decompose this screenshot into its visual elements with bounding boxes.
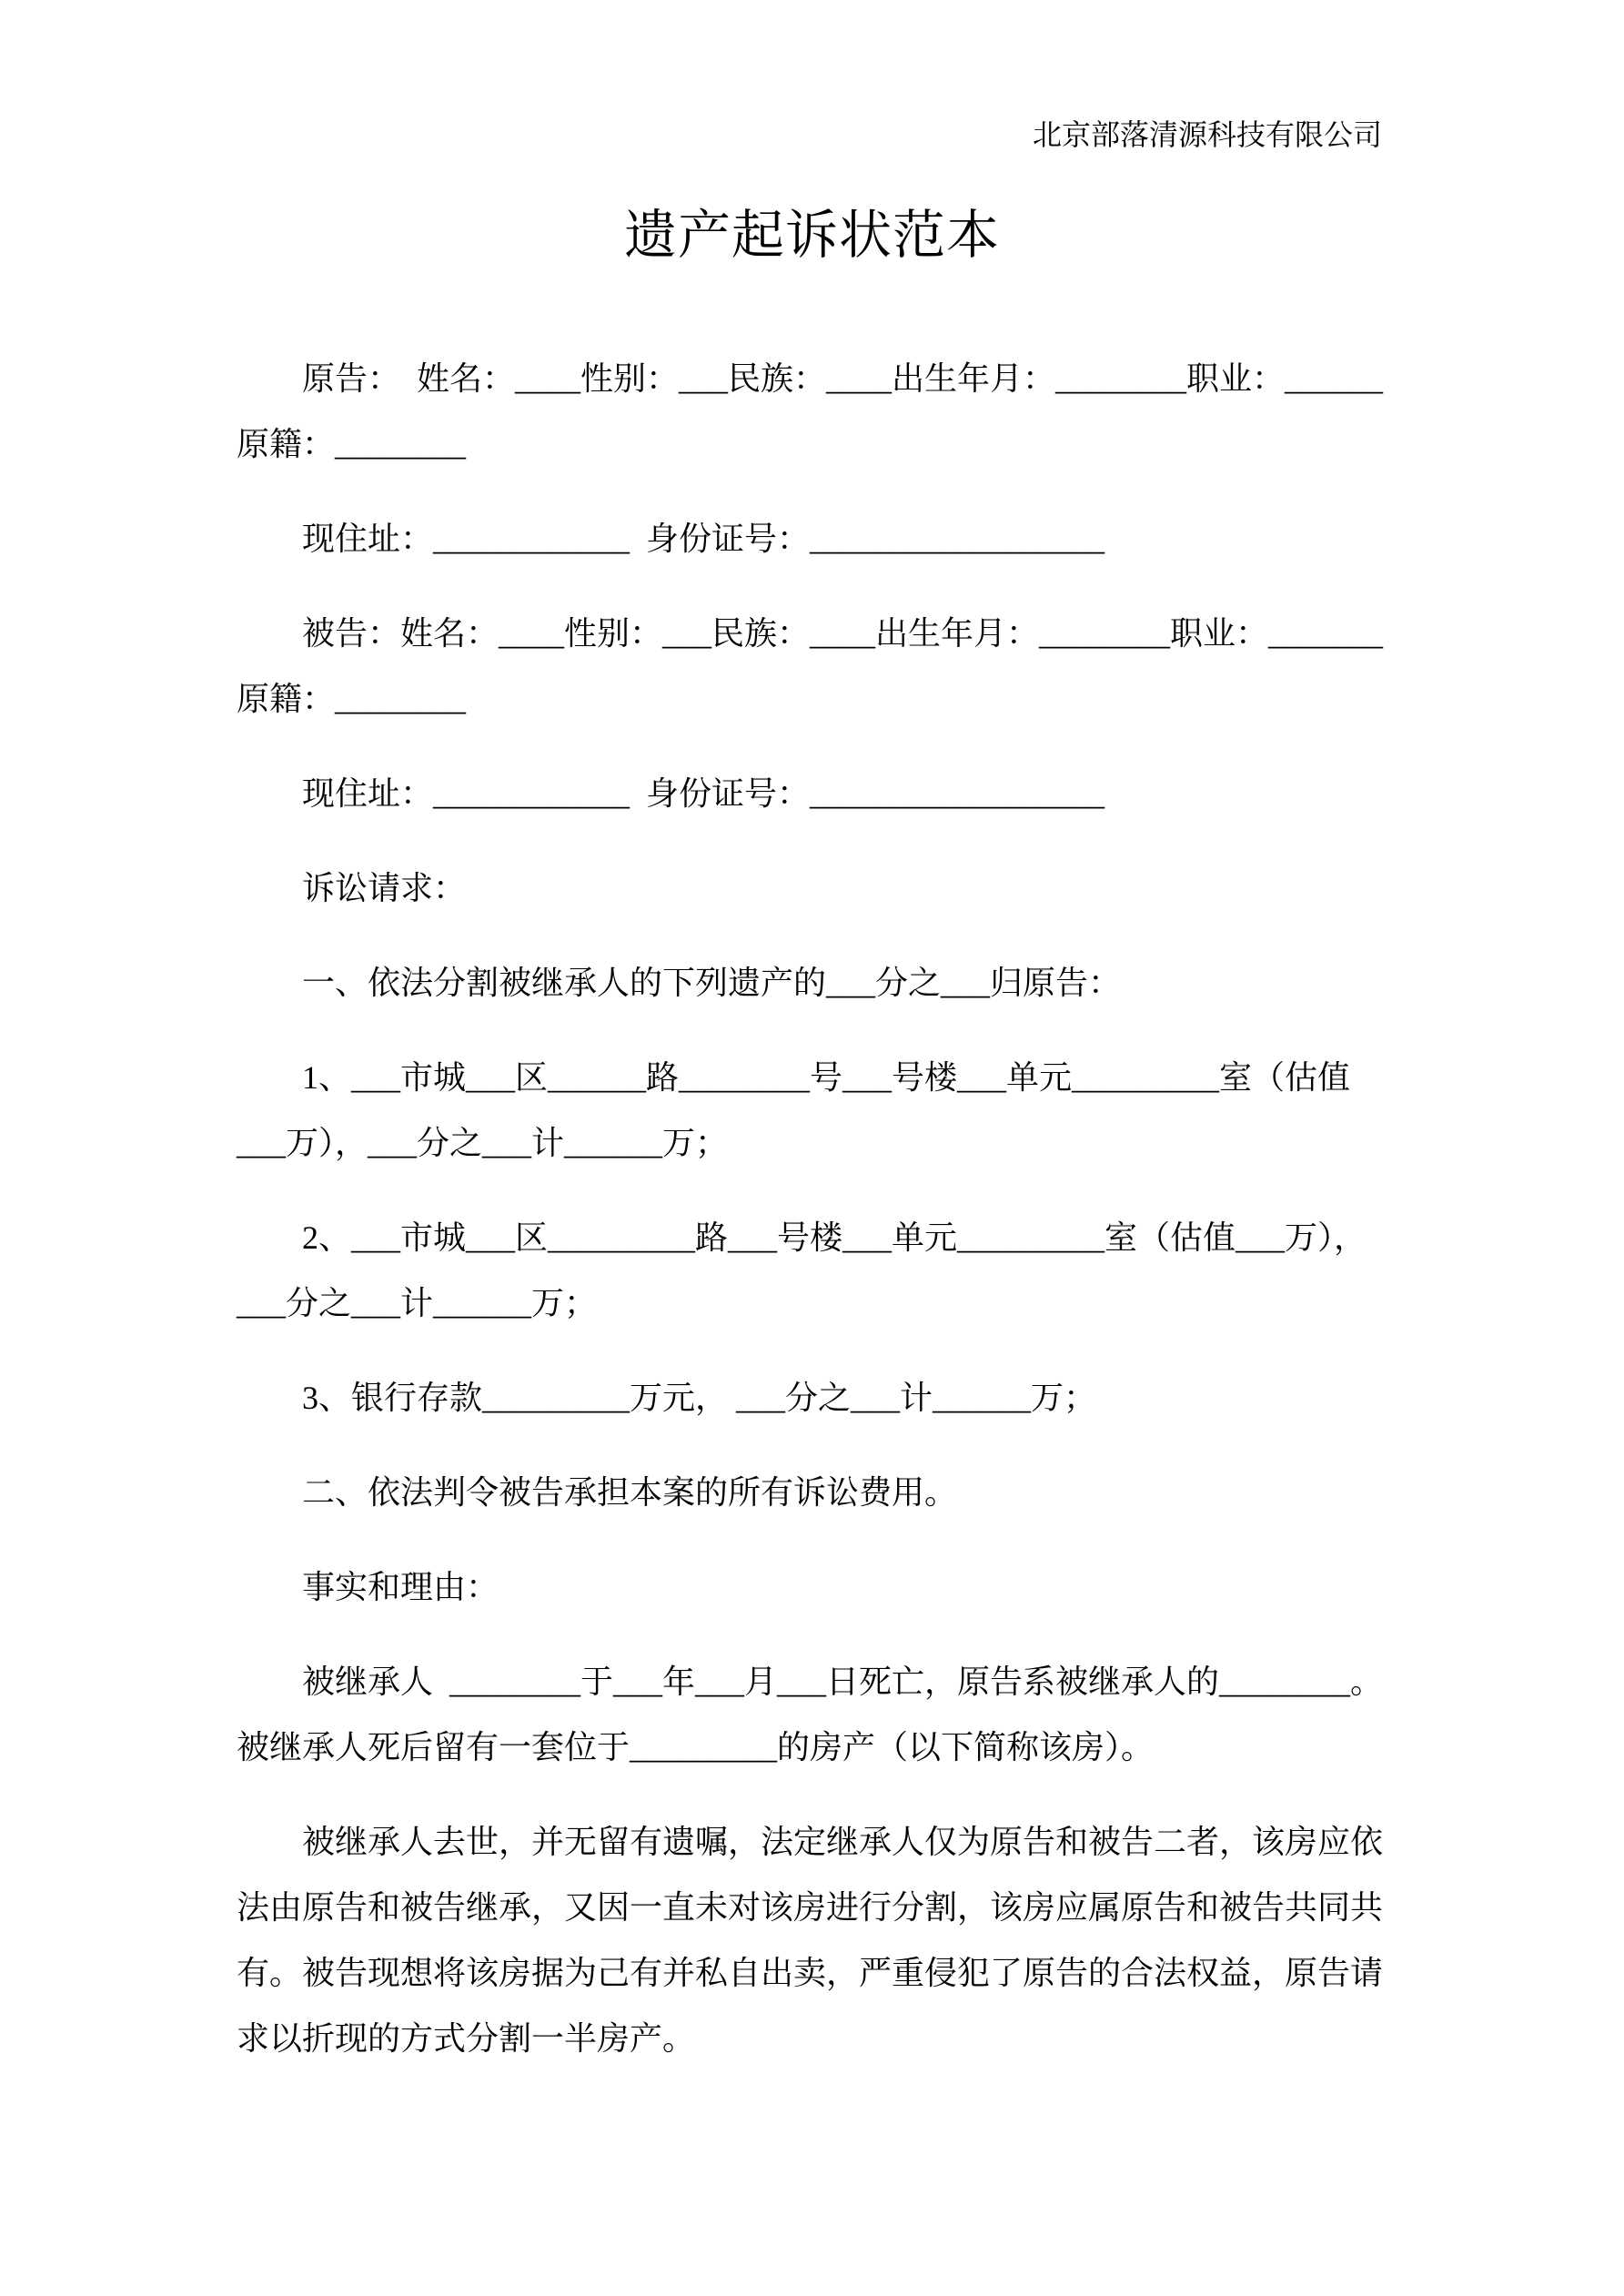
paragraph-claim-one-item-3: 3、银行存款_________万元， ___分之___计______万； bbox=[302, 1380, 1097, 1416]
heading-litigation-claims: 诉讼请求： bbox=[302, 870, 467, 906]
heading-facts-and-reasons: 事实和理由： bbox=[302, 1569, 499, 1605]
page-title: 遗产起诉状范本 bbox=[623, 206, 1000, 265]
company-letterhead: 北京部落清源科技有限公司 bbox=[1032, 118, 1382, 151]
paragraph-defendant-info: 被告：姓名：____性别：___民族：____出生年月：________职业：_______原籍：________ bbox=[237, 615, 1384, 717]
paragraph-claim-two: 二、依法判令被告承担本案的所有诉讼费用。 bbox=[302, 1474, 958, 1511]
paragraph-facts-inheritance-argument: 被继承人去世，并无留有遗嘱，法定继承人仅为原告和被告二者，该房应依法由原告和被告继承，又因一直未对该房进行分割，该房应属原告和被告共同共有。被告现想将该房据为己有并私自出卖，严重侵犯了原告的合法权益，原告请求以折现的方式分割一半房产。 bbox=[237, 1824, 1384, 2057]
paragraph-plaintiff-address-id: 现住址：____________ 身份证号：__________________ bbox=[302, 521, 1105, 557]
paragraph-claim-one-item-2: 2、___市城___区_________路___号楼___单元_________室（估值___万），___分之___计______万； bbox=[237, 1219, 1367, 1321]
paragraph-claim-one: 一、依法分割被继承人的下列遗产的___分之___归原告： bbox=[302, 965, 1122, 1001]
paragraph-defendant-address-id: 现住址：____________ 身份证号：__________________ bbox=[302, 775, 1105, 812]
paragraph-claim-one-item-1: 1、___市城___区______路________号___号楼___单元_________室（估值___万），___分之___计______万； bbox=[237, 1059, 1351, 1161]
paragraph-plaintiff-info: 原告： 姓名：____性别：___民族：____出生年月：________职业：______原籍：________ bbox=[237, 360, 1384, 462]
paragraph-facts-death-and-estate: 被继承人 ________于___年___月___日死亡，原告系被继承人的________。被继承人死后留有一套位于_________的房产（以下简称该房）。 bbox=[237, 1664, 1384, 1765]
